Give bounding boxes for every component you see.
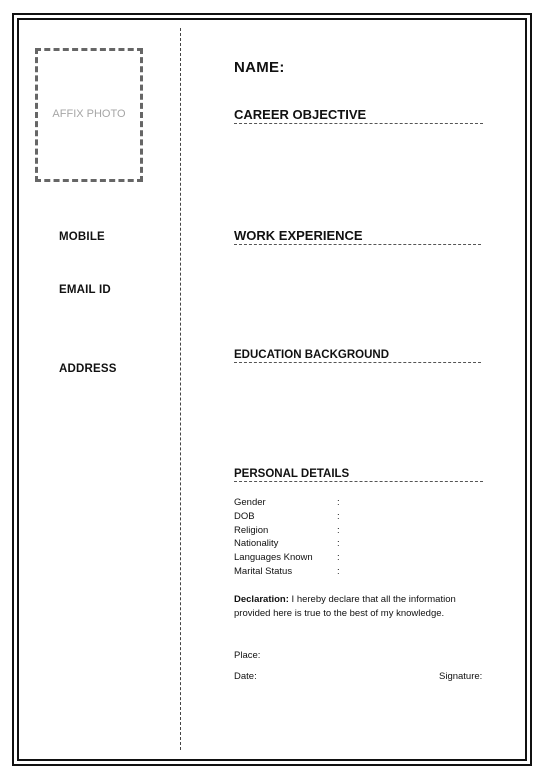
detail-label: Languages Known (234, 552, 313, 564)
mobile-label: MOBILE (59, 231, 105, 243)
detail-label: Nationality (234, 538, 279, 550)
email-label: EMAIL ID (59, 284, 111, 296)
declaration-title: Declaration: (234, 594, 289, 605)
personal-details-heading: PERSONAL DETAILS (234, 468, 483, 482)
detail-separator: : (337, 565, 340, 577)
address-label: ADDRESS (59, 363, 117, 375)
declaration-paragraph (234, 593, 494, 621)
detail-separator: : (337, 538, 340, 550)
signature-label: Signature: (439, 671, 483, 682)
detail-label: Marital Status (234, 565, 293, 577)
detail-row (234, 496, 354, 510)
career-objective-heading: CAREER OBJECTIVE (234, 107, 483, 124)
declaration-text: I hereby declare that all the information provided here is true to the best of my knowledge. (234, 594, 456, 619)
detail-row (234, 524, 354, 538)
work-experience-heading: WORK EXPERIENCE (234, 228, 481, 245)
personal-details-list (234, 496, 354, 579)
detail-label: Religion (234, 524, 269, 536)
education-background-heading: EDUCATION BACKGROUND (234, 349, 481, 363)
detail-row (234, 551, 354, 565)
detail-label: DOB (234, 510, 255, 522)
detail-separator: : (337, 552, 340, 564)
detail-row (234, 537, 354, 551)
photo-placeholder (35, 48, 143, 182)
detail-label: Gender (234, 497, 266, 508)
detail-separator: : (337, 510, 340, 522)
place-label: Place: (234, 650, 261, 661)
date-label: Date: (234, 671, 257, 682)
name-heading: NAME: (234, 59, 285, 76)
detail-row (234, 510, 354, 524)
column-divider (180, 28, 181, 750)
detail-separator: : (337, 524, 340, 536)
photo-label: AFFIX PHOTO (52, 107, 126, 120)
detail-row (234, 565, 354, 579)
detail-separator: : (337, 497, 340, 508)
